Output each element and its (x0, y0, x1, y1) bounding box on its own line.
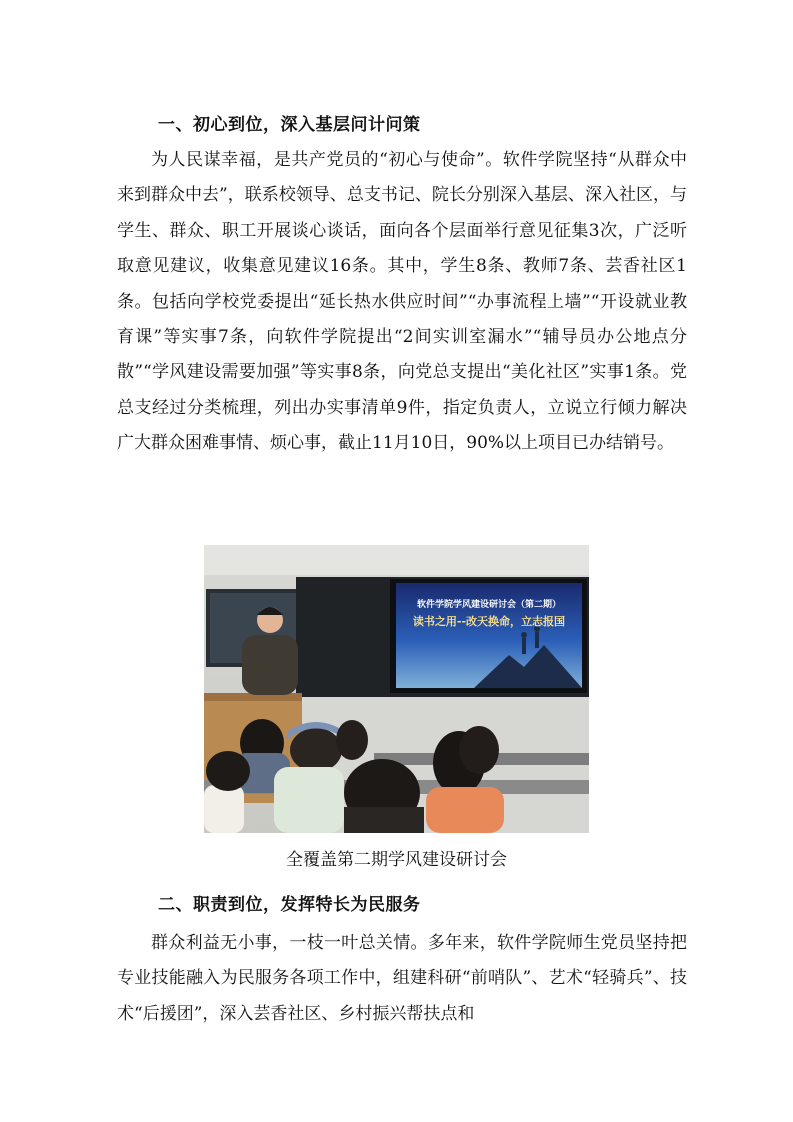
section-2-heading: 二、职责到位，发挥特长为民服务 (158, 895, 421, 915)
section-1-heading: 一、初心到位，深入基层问计问策 (158, 115, 421, 135)
seminar-photo-image (204, 545, 589, 833)
screen-title: 软件学院学风建设研讨会（第二期） (416, 600, 562, 610)
screen-subtitle: 读书之用--改天换命，立志报国 (412, 615, 566, 628)
seminar-photo (204, 545, 589, 833)
section-2-paragraph: 群众利益无小事，一枝一叶总关情。多年来，软件学院师生党员坚持把专业技能融入为民服务各项工作中，组建科研“前哨队”、艺术“轻骑兵”、技术“后援团”，深入芸香社区、乡村振兴帮扶点和 (117, 933, 687, 1024)
section-1-paragraph: 为人民谋幸福，是共产党员的“初心与使命”。软件学院坚持“从群众中来到群众中去”，联系校领导、总支书记、院长分别深入基层、深入社区，与学生、群众、职工开展谈心谈话，面向各个层面举行意见征集3次，广泛听取意见建议，收集意见建议16条。其中，学生8条、教师7条、芸香社区1条。包括向学校党委提出“延长热水供应时间”“办事流程上墙”“开设就业教育课”等实事7条，向软件学院提出“2间实训室漏水”“辅导员办公地点分散”“学风建设需要加强”等实事8条，向党总支提出“美化社区”实事1条。党总支经过分类梳理，列出办实事清单9件，指定负责人，立说立行倾力解决广大群众困难事情、烦心事，截止11月10日，90%以上项目已办结销号。 (117, 150, 687, 454)
photo-caption: 全覆盖第二期学风建设研讨会 (286, 850, 507, 870)
